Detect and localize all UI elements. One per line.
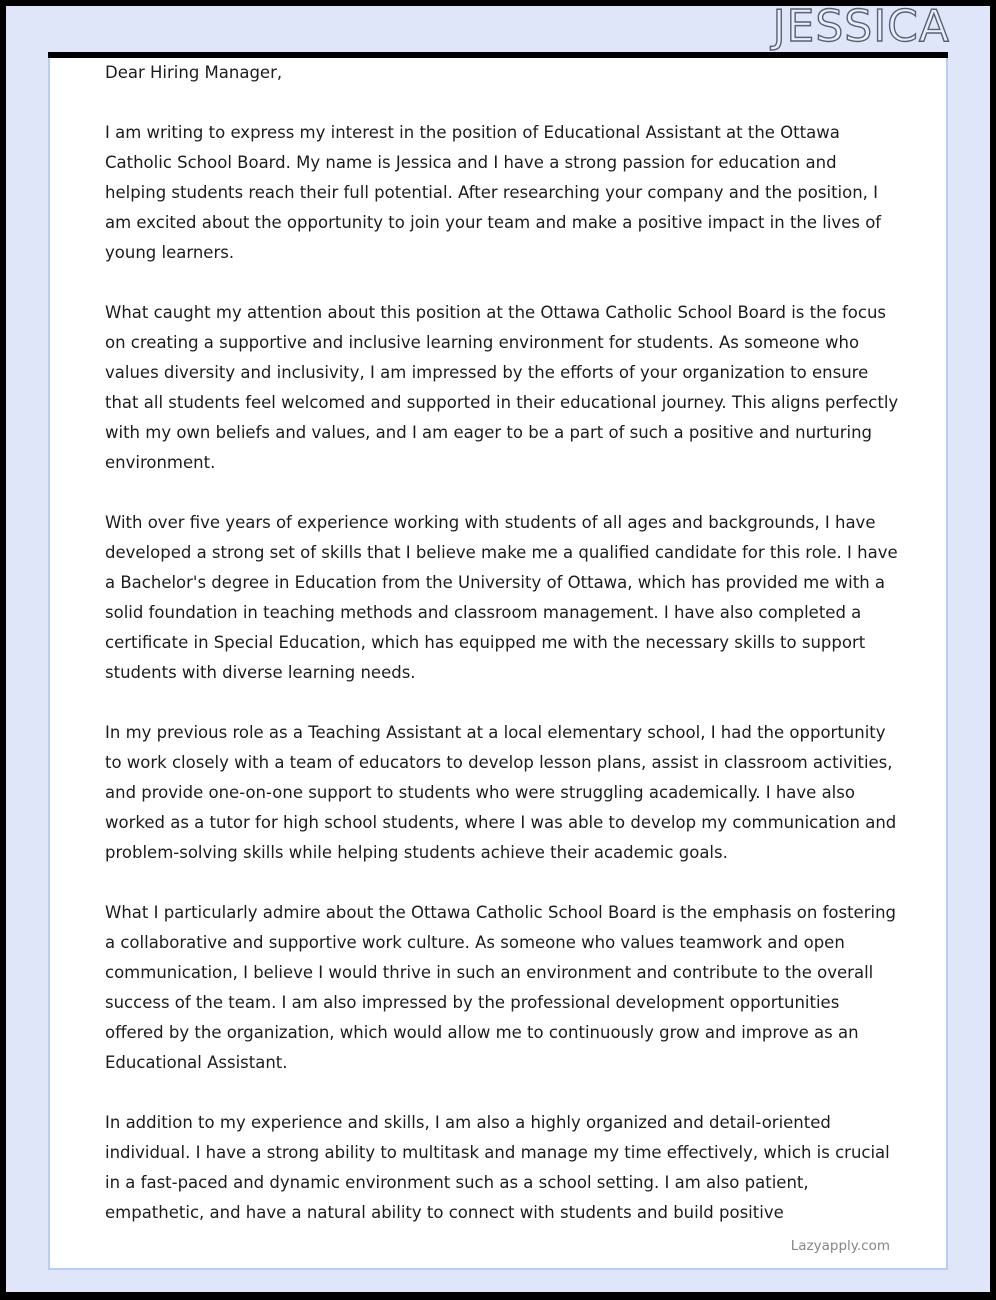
letter-paragraph: In addition to my experience and skills, I am also a highly organized and detail-oriented individual. I have a strong ability to multitask and manage my time effectively, which is crucial in a fast-paced and dynamic environment such as a school setting. I am also patient, empathetic, and have a natural ability to connect with students and build positive — [105, 1113, 890, 1222]
letter-paragraph: In my previous role as a Teaching Assistant at a local elementary school, I had the opportunity to work closely with a team of educators to develop lesson plans, assist in classroom activities, and provide one-on-one support to students who were struggling academically. I have also worked as a tutor for high school students, where I was able to develop my communication and problem-solving skills while helping students achieve their academic goals. — [105, 723, 897, 862]
cover-letter-body — [105, 58, 900, 1258]
document-header — [6, 6, 990, 52]
candidate-name-heading: JESSICA — [772, 6, 950, 52]
letter-paragraph: I am writing to express my interest in the position of Educational Assistant at the Ottawa Catholic School Board. My name is Jessica and I have a strong passion for education and helping students reach their full potential. After researching your company and the position, I am excited about the opportunity to join your team and make a positive impact in the lives of young learners. — [105, 123, 882, 262]
letter-salutation: Dear Hiring Manager, — [105, 63, 283, 82]
letter-paragraph: What caught my attention about this position at the Ottawa Catholic School Board is the focus on creating a supportive and inclusive learning environment for students. As someone who values diversity and inclusivity, I am impressed by the efforts of your organization to ensure that all students feel welcomed and supported in their educational journey. This aligns perfectly with my own beliefs and values, and I am eager to be a part of such a positive and nurturing environment. — [105, 303, 899, 472]
page-background — [6, 6, 990, 1292]
letter-paragraph: What I particularly admire about the Ottawa Catholic School Board is the emphasis on fostering a collaborative and supportive work culture. As someone who values teamwork and open communication, I believe I would thrive in such an environment and contribute to the overall success of the team. I am also impressed by the professional development opportunities offered by the organization, which would allow me to continuously grow and improve as an Educational Assistant. — [105, 903, 897, 1072]
lazyapply-watermark: Lazyapply.com — [787, 1236, 894, 1256]
letter-paragraph: With over five years of experience working with students of all ages and backgrounds, I have developed a strong set of skills that I believe make me a qualified candidate for this role. I have a Bachelor's degree in Education from the University of Ottawa, which has provided me with a solid foundation in teaching methods and classroom management. I have also completed a certificate in Special Education, which has equipped me with the necessary skills to support students with diverse learning needs. — [105, 513, 898, 682]
